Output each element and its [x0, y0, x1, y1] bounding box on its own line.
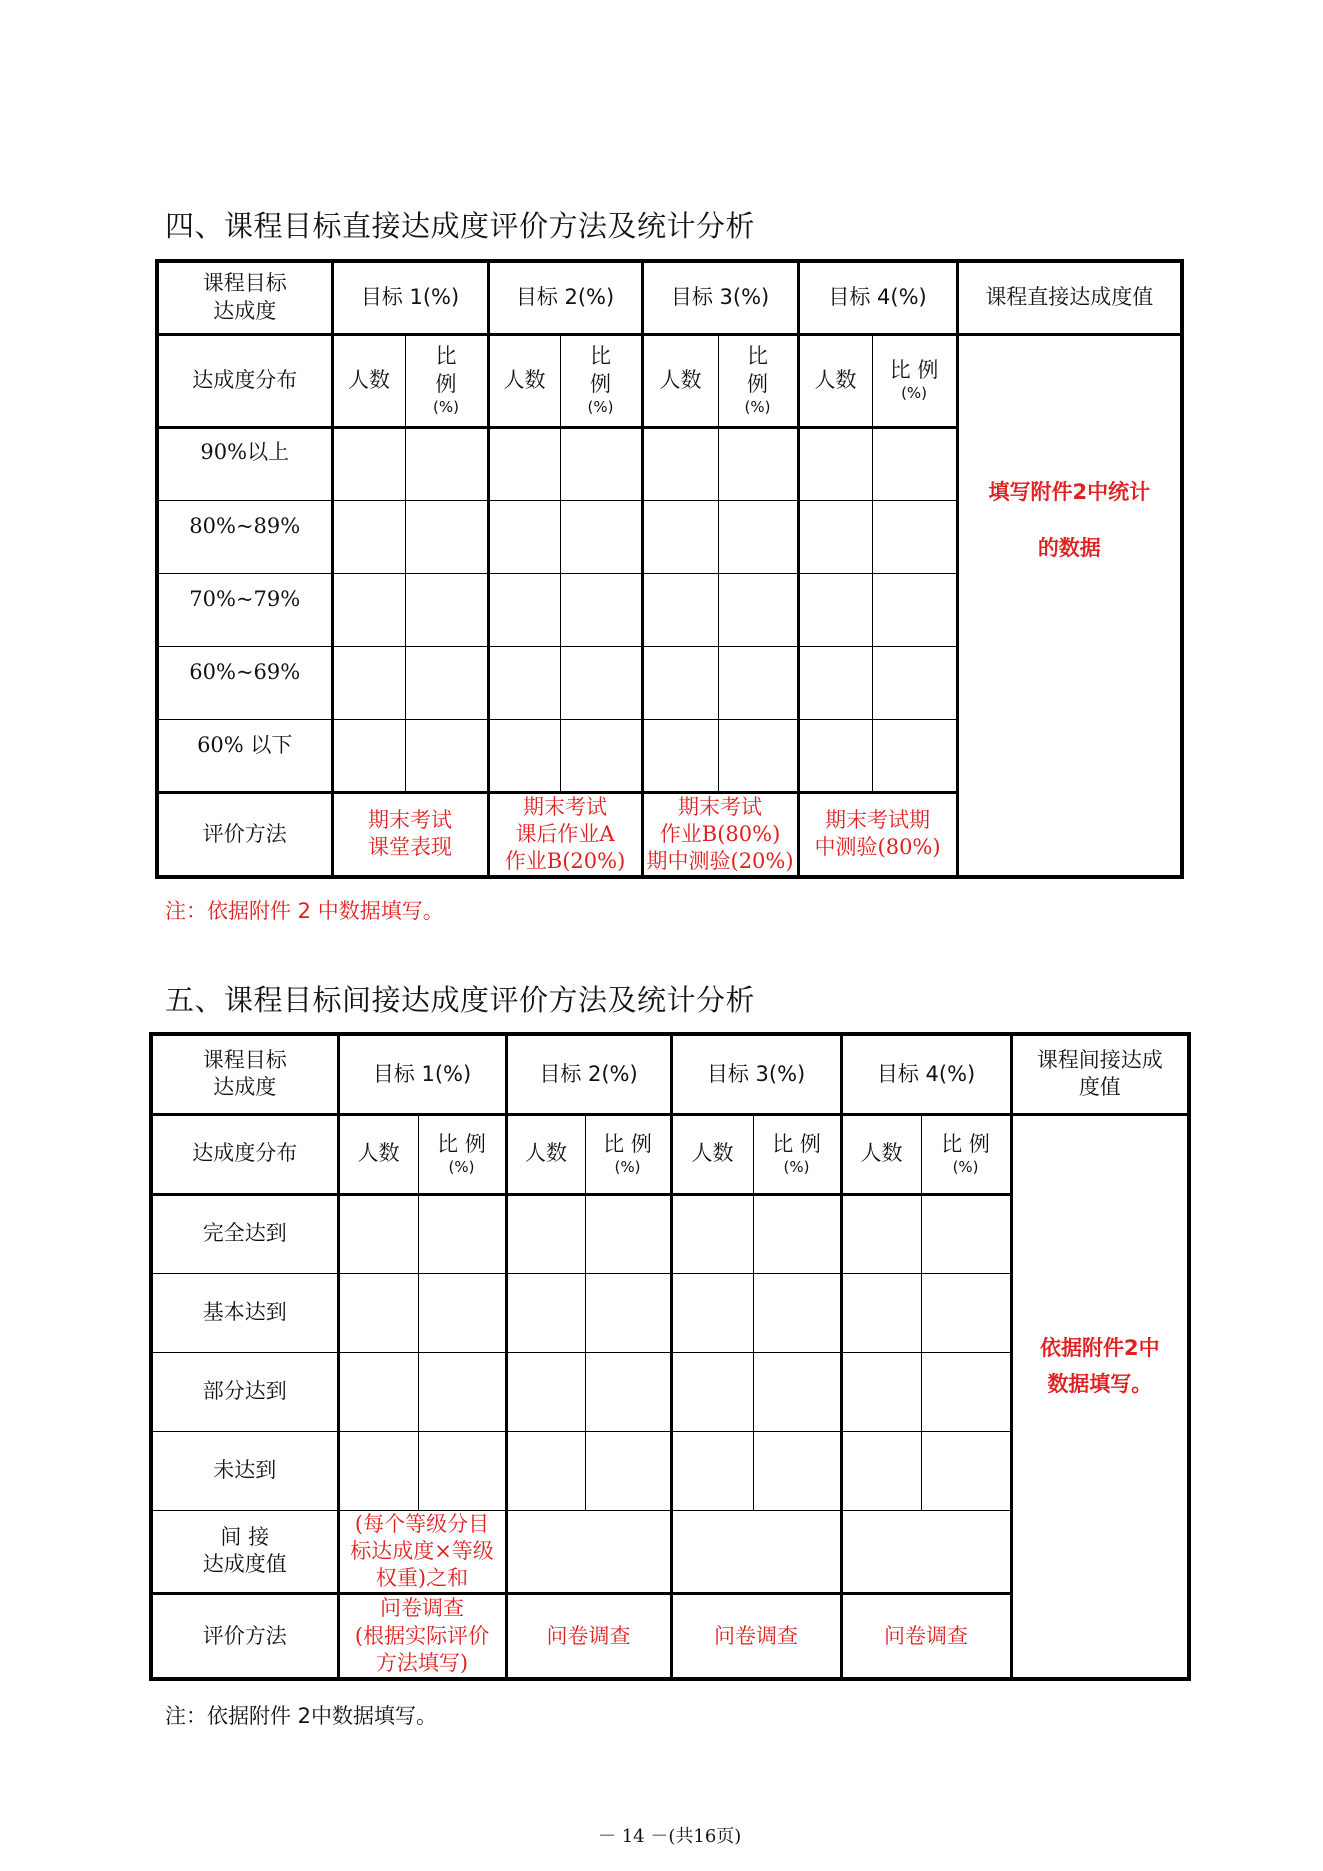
cell[interactable] — [585, 1431, 671, 1510]
indirect-value-header: 课程间接达成 度值 — [1011, 1034, 1189, 1114]
range-label: 70%~79% — [157, 573, 332, 646]
section5-note: 注：依据附件 2中数据填写。 — [165, 1704, 438, 1728]
cell[interactable] — [642, 646, 718, 719]
cell[interactable] — [560, 427, 642, 500]
cell[interactable] — [332, 573, 405, 646]
goal-1-method: 问卷调查 (根据实际评价 方法填写) — [338, 1594, 506, 1679]
cell[interactable] — [798, 500, 872, 573]
cell[interactable] — [671, 1510, 841, 1594]
direct-achievement-table — [155, 259, 1184, 879]
cell[interactable] — [506, 1273, 585, 1352]
cell[interactable] — [338, 1194, 418, 1273]
goal-3-ratio-header: 比 例 (%) — [718, 334, 798, 427]
cell[interactable] — [753, 1273, 841, 1352]
indirect-achievement-table — [149, 1032, 1191, 1681]
cell[interactable] — [418, 1352, 506, 1431]
cell[interactable] — [332, 427, 405, 500]
cell[interactable] — [488, 427, 560, 500]
goal-2-method: 问卷调查 — [506, 1594, 671, 1679]
cell[interactable] — [798, 427, 872, 500]
cell[interactable] — [718, 500, 798, 573]
cell[interactable] — [418, 1431, 506, 1510]
cell[interactable] — [798, 719, 872, 792]
corner-header: 课程目标 达成度 — [157, 261, 332, 334]
goal-3-method: 问卷调查 — [671, 1594, 841, 1679]
cell[interactable] — [671, 1352, 753, 1431]
cell[interactable] — [642, 573, 718, 646]
cell[interactable] — [642, 427, 718, 500]
goal-2-ratio-header: 比 例 (%) — [560, 334, 642, 427]
level-label: 部分达到 — [151, 1352, 338, 1431]
cell[interactable] — [585, 1194, 671, 1273]
level-label: 基本达到 — [151, 1273, 338, 1352]
cell[interactable] — [506, 1431, 585, 1510]
cell[interactable] — [560, 646, 642, 719]
cell[interactable] — [921, 1352, 1011, 1431]
goal-2-ratio-header: 比 例 (%) — [585, 1114, 671, 1194]
cell[interactable] — [872, 427, 957, 500]
method-label: 评价方法 — [157, 792, 332, 877]
section4-title: 四、课程目标直接达成度评价方法及统计分析 — [165, 209, 756, 243]
cell[interactable] — [418, 1194, 506, 1273]
indirect-value-note: 依据附件2中 数据填写。 — [1011, 1114, 1189, 1679]
cell[interactable] — [753, 1352, 841, 1431]
goal-4-header: 目标 4(%) — [841, 1034, 1011, 1114]
method-label: 评价方法 — [151, 1594, 338, 1679]
range-label: 60% 以下 — [157, 719, 332, 792]
direct-value-note: 填写附件2中统计 的数据 — [957, 334, 1182, 877]
cell[interactable] — [488, 719, 560, 792]
goal-4-header: 目标 4(%) — [798, 261, 957, 334]
cell[interactable] — [332, 646, 405, 719]
distribution-label: 达成度分布 — [151, 1114, 338, 1194]
goal-2-count-header: 人数 — [488, 334, 560, 427]
cell[interactable] — [921, 1431, 1011, 1510]
goal-3-method: 期末考试 作业B(80%) 期中测验(20%) — [642, 792, 798, 877]
cell[interactable] — [841, 1431, 921, 1510]
cell[interactable] — [418, 1273, 506, 1352]
cell[interactable] — [642, 500, 718, 573]
cell[interactable] — [560, 500, 642, 573]
cell[interactable] — [338, 1273, 418, 1352]
range-label: 80%~89% — [157, 500, 332, 573]
cell[interactable] — [671, 1194, 753, 1273]
cell[interactable] — [506, 1510, 671, 1594]
goal-4-ratio-header: 比 例 (%) — [872, 334, 957, 427]
cell[interactable] — [585, 1352, 671, 1431]
goal-3-header: 目标 3(%) — [671, 1034, 841, 1114]
cell[interactable] — [585, 1273, 671, 1352]
goal-1-ratio-header: 比 例 (%) — [405, 334, 488, 427]
cell[interactable] — [405, 500, 488, 573]
range-label: 60%~69% — [157, 646, 332, 719]
cell[interactable] — [642, 719, 718, 792]
goal-3-count-header: 人数 — [671, 1114, 753, 1194]
cell[interactable] — [921, 1194, 1011, 1273]
goal-1-ratio-header: 比 例 (%) — [418, 1114, 506, 1194]
cell[interactable] — [506, 1194, 585, 1273]
cell[interactable] — [332, 500, 405, 573]
direct-value-header: 课程直接达成度值 — [957, 261, 1182, 334]
cell[interactable] — [753, 1431, 841, 1510]
goal-3-header: 目标 3(%) — [642, 261, 798, 334]
cell[interactable] — [405, 646, 488, 719]
cell[interactable] — [718, 646, 798, 719]
level-label: 未达到 — [151, 1431, 338, 1510]
cell[interactable] — [488, 646, 560, 719]
cell[interactable] — [405, 573, 488, 646]
cell[interactable] — [841, 1510, 1011, 1594]
goal-1-method: 期末考试 课堂表现 — [332, 792, 488, 877]
cell[interactable] — [921, 1273, 1011, 1352]
cell[interactable] — [872, 719, 957, 792]
corner-header: 课程目标 达成度 — [151, 1034, 338, 1114]
cell[interactable] — [872, 573, 957, 646]
cell[interactable] — [718, 573, 798, 646]
goal-2-header: 目标 2(%) — [506, 1034, 671, 1114]
section4-note: 注：依据附件 2 中数据填写。 — [165, 899, 444, 923]
cell[interactable] — [488, 500, 560, 573]
goal-1-count-header: 人数 — [338, 1114, 418, 1194]
indirect-value-label: 间 接 达成度值 — [151, 1510, 338, 1594]
goal-3-ratio-header: 比 例 (%) — [753, 1114, 841, 1194]
section5-title: 五、课程目标间接达成度评价方法及统计分析 — [165, 983, 756, 1017]
cell[interactable] — [405, 719, 488, 792]
cell[interactable] — [841, 1194, 921, 1273]
cell[interactable] — [798, 573, 872, 646]
cell[interactable] — [338, 1352, 418, 1431]
cell[interactable] — [798, 646, 872, 719]
page-footer: － 14 －(共16页) — [598, 1826, 742, 1847]
goal-2-header: 目标 2(%) — [488, 261, 642, 334]
cell[interactable] — [488, 573, 560, 646]
goal-4-ratio-header: 比 例 (%) — [921, 1114, 1011, 1194]
cell[interactable] — [841, 1273, 921, 1352]
cell[interactable] — [872, 646, 957, 719]
goal-4-count-header: 人数 — [841, 1114, 921, 1194]
goal-4-method: 期末考试期 中测验(80%) — [798, 792, 957, 877]
goal-1-header: 目标 1(%) — [332, 261, 488, 334]
distribution-label: 达成度分布 — [157, 334, 332, 427]
level-label: 完全达到 — [151, 1194, 338, 1273]
cell[interactable] — [405, 427, 488, 500]
range-label: 90%以上 — [157, 427, 332, 500]
goal-1-header: 目标 1(%) — [338, 1034, 506, 1114]
cell[interactable] — [506, 1352, 585, 1431]
cell[interactable] — [718, 427, 798, 500]
cell[interactable] — [671, 1273, 753, 1352]
cell[interactable] — [718, 719, 798, 792]
goal-4-count-header: 人数 — [798, 334, 872, 427]
cell[interactable] — [753, 1194, 841, 1273]
cell[interactable] — [338, 1431, 418, 1510]
cell[interactable] — [560, 573, 642, 646]
goal-2-count-header: 人数 — [506, 1114, 585, 1194]
cell[interactable] — [872, 500, 957, 573]
cell[interactable] — [671, 1431, 753, 1510]
goal-3-count-header: 人数 — [642, 334, 718, 427]
indirect-value-formula: (每个等级分目 标达成度×等级 权重)之和 — [338, 1510, 506, 1594]
goal-1-count-header: 人数 — [332, 334, 405, 427]
cell[interactable] — [332, 719, 405, 792]
goal-2-method: 期末考试 课后作业A 作业B(20%) — [488, 792, 642, 877]
cell[interactable] — [560, 719, 642, 792]
cell[interactable] — [841, 1352, 921, 1431]
goal-4-method: 问卷调查 — [841, 1594, 1011, 1679]
